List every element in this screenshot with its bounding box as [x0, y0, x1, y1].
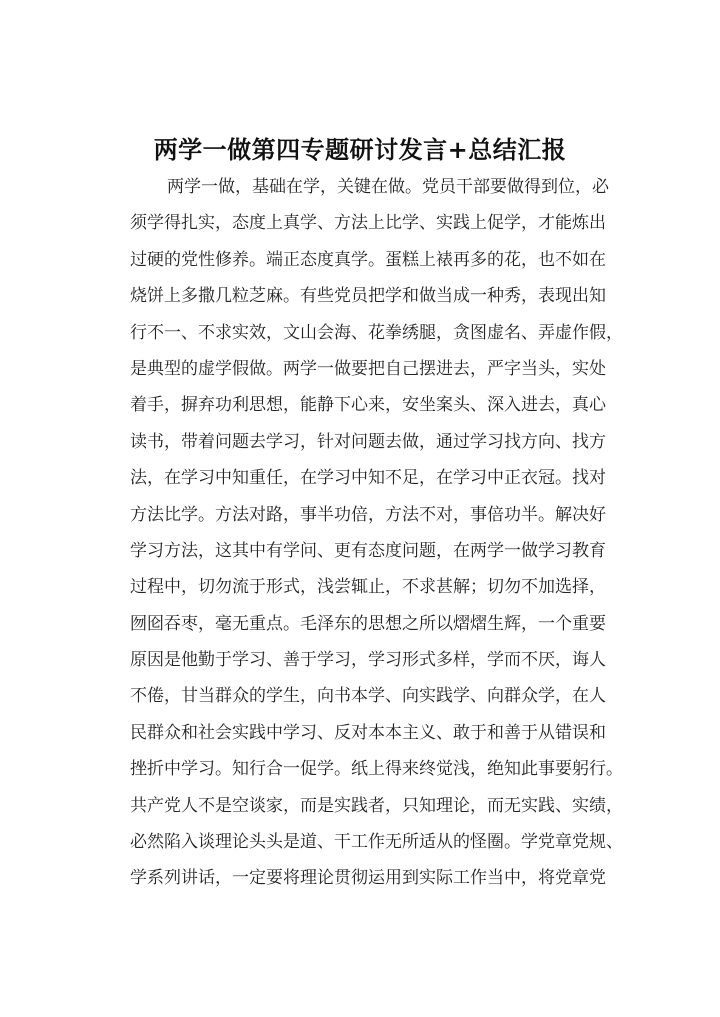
paragraph-line: 法，在学习中知重任，在学习中知不足，在学习中正衣冠。找对 [130, 468, 606, 489]
paragraph-line: 囫囵吞枣，毫无重点。毛泽东的思想之所以熠熠生辉，一个重要 [130, 613, 606, 634]
paragraph-line: 方法比学。方法对路，事半功倍，方法不对，事倍功半。解决好 [130, 504, 606, 525]
paragraph-line: 两学一做，基础在学，关键在做。党员干部要做得到位，必 [167, 177, 609, 197]
paragraph-line: 必然陷入谈理论头头是道、干工作无所适从的怪圈。学党章党规、 [130, 832, 623, 853]
paragraph-line: 过硬的党性修养。端正态度真学。蛋糕上裱再多的花，也不如在 [130, 249, 606, 270]
paragraph-line: 原因是他勤于学习、善于学习，学习形式多样，学而不厌，诲人 [130, 650, 606, 671]
paragraph-line: 须学得扎实，态度上真学、方法上比学、实践上促学，才能炼出 [130, 213, 606, 234]
paragraph-line: 挫折中学习。知行合一促学。纸上得来终觉浅，绝知此事要躬行。 [130, 759, 623, 780]
paragraph-line: 学系列讲话，一定要将理论贯彻运用到实际工作当中，将党章党 [130, 868, 606, 889]
paragraph-line: 行不一、不求实效，文山会海、花拳绣腿，贪图虚名、弄虚作假， [130, 322, 623, 343]
paragraph-line: 民群众和社会实践中学习、反对本本主义、敢于和善于从错误和 [130, 722, 606, 743]
paragraph-line: 是典型的虚学假做。两学一做要把自己摆进去，严字当头，实处 [130, 358, 606, 379]
paragraph-line: 读书，带着问题去学习，针对问题去做，通过学习找方向、找方 [130, 431, 606, 452]
paragraph-line: 烧饼上多撒几粒芝麻。有些党员把学和做当成一种秀，表现出知 [130, 286, 606, 307]
paragraph-line: 学习方法，这其中有学问、更有态度问题，在两学一做学习教育 [130, 540, 606, 561]
document-body [130, 172, 623, 900]
paragraph-line: 不倦，甘当群众的学生，向书本学、向实践学、向群众学，在人 [130, 686, 606, 707]
document-title: 两学一做第四专题研讨发言+总结汇报 [153, 135, 567, 164]
paragraph-line: 过程中，切勿流于形式，浅尝辄止，不求甚解；切勿不加选择， [130, 577, 606, 598]
paragraph-line: 共产党人不是空谈家，而是实践者，只知理论，而无实践、实绩， [130, 795, 623, 816]
paragraph-line: 着手，摒弃功利思想，能静下心来，安坐案头、深入进去，真心 [130, 395, 606, 416]
